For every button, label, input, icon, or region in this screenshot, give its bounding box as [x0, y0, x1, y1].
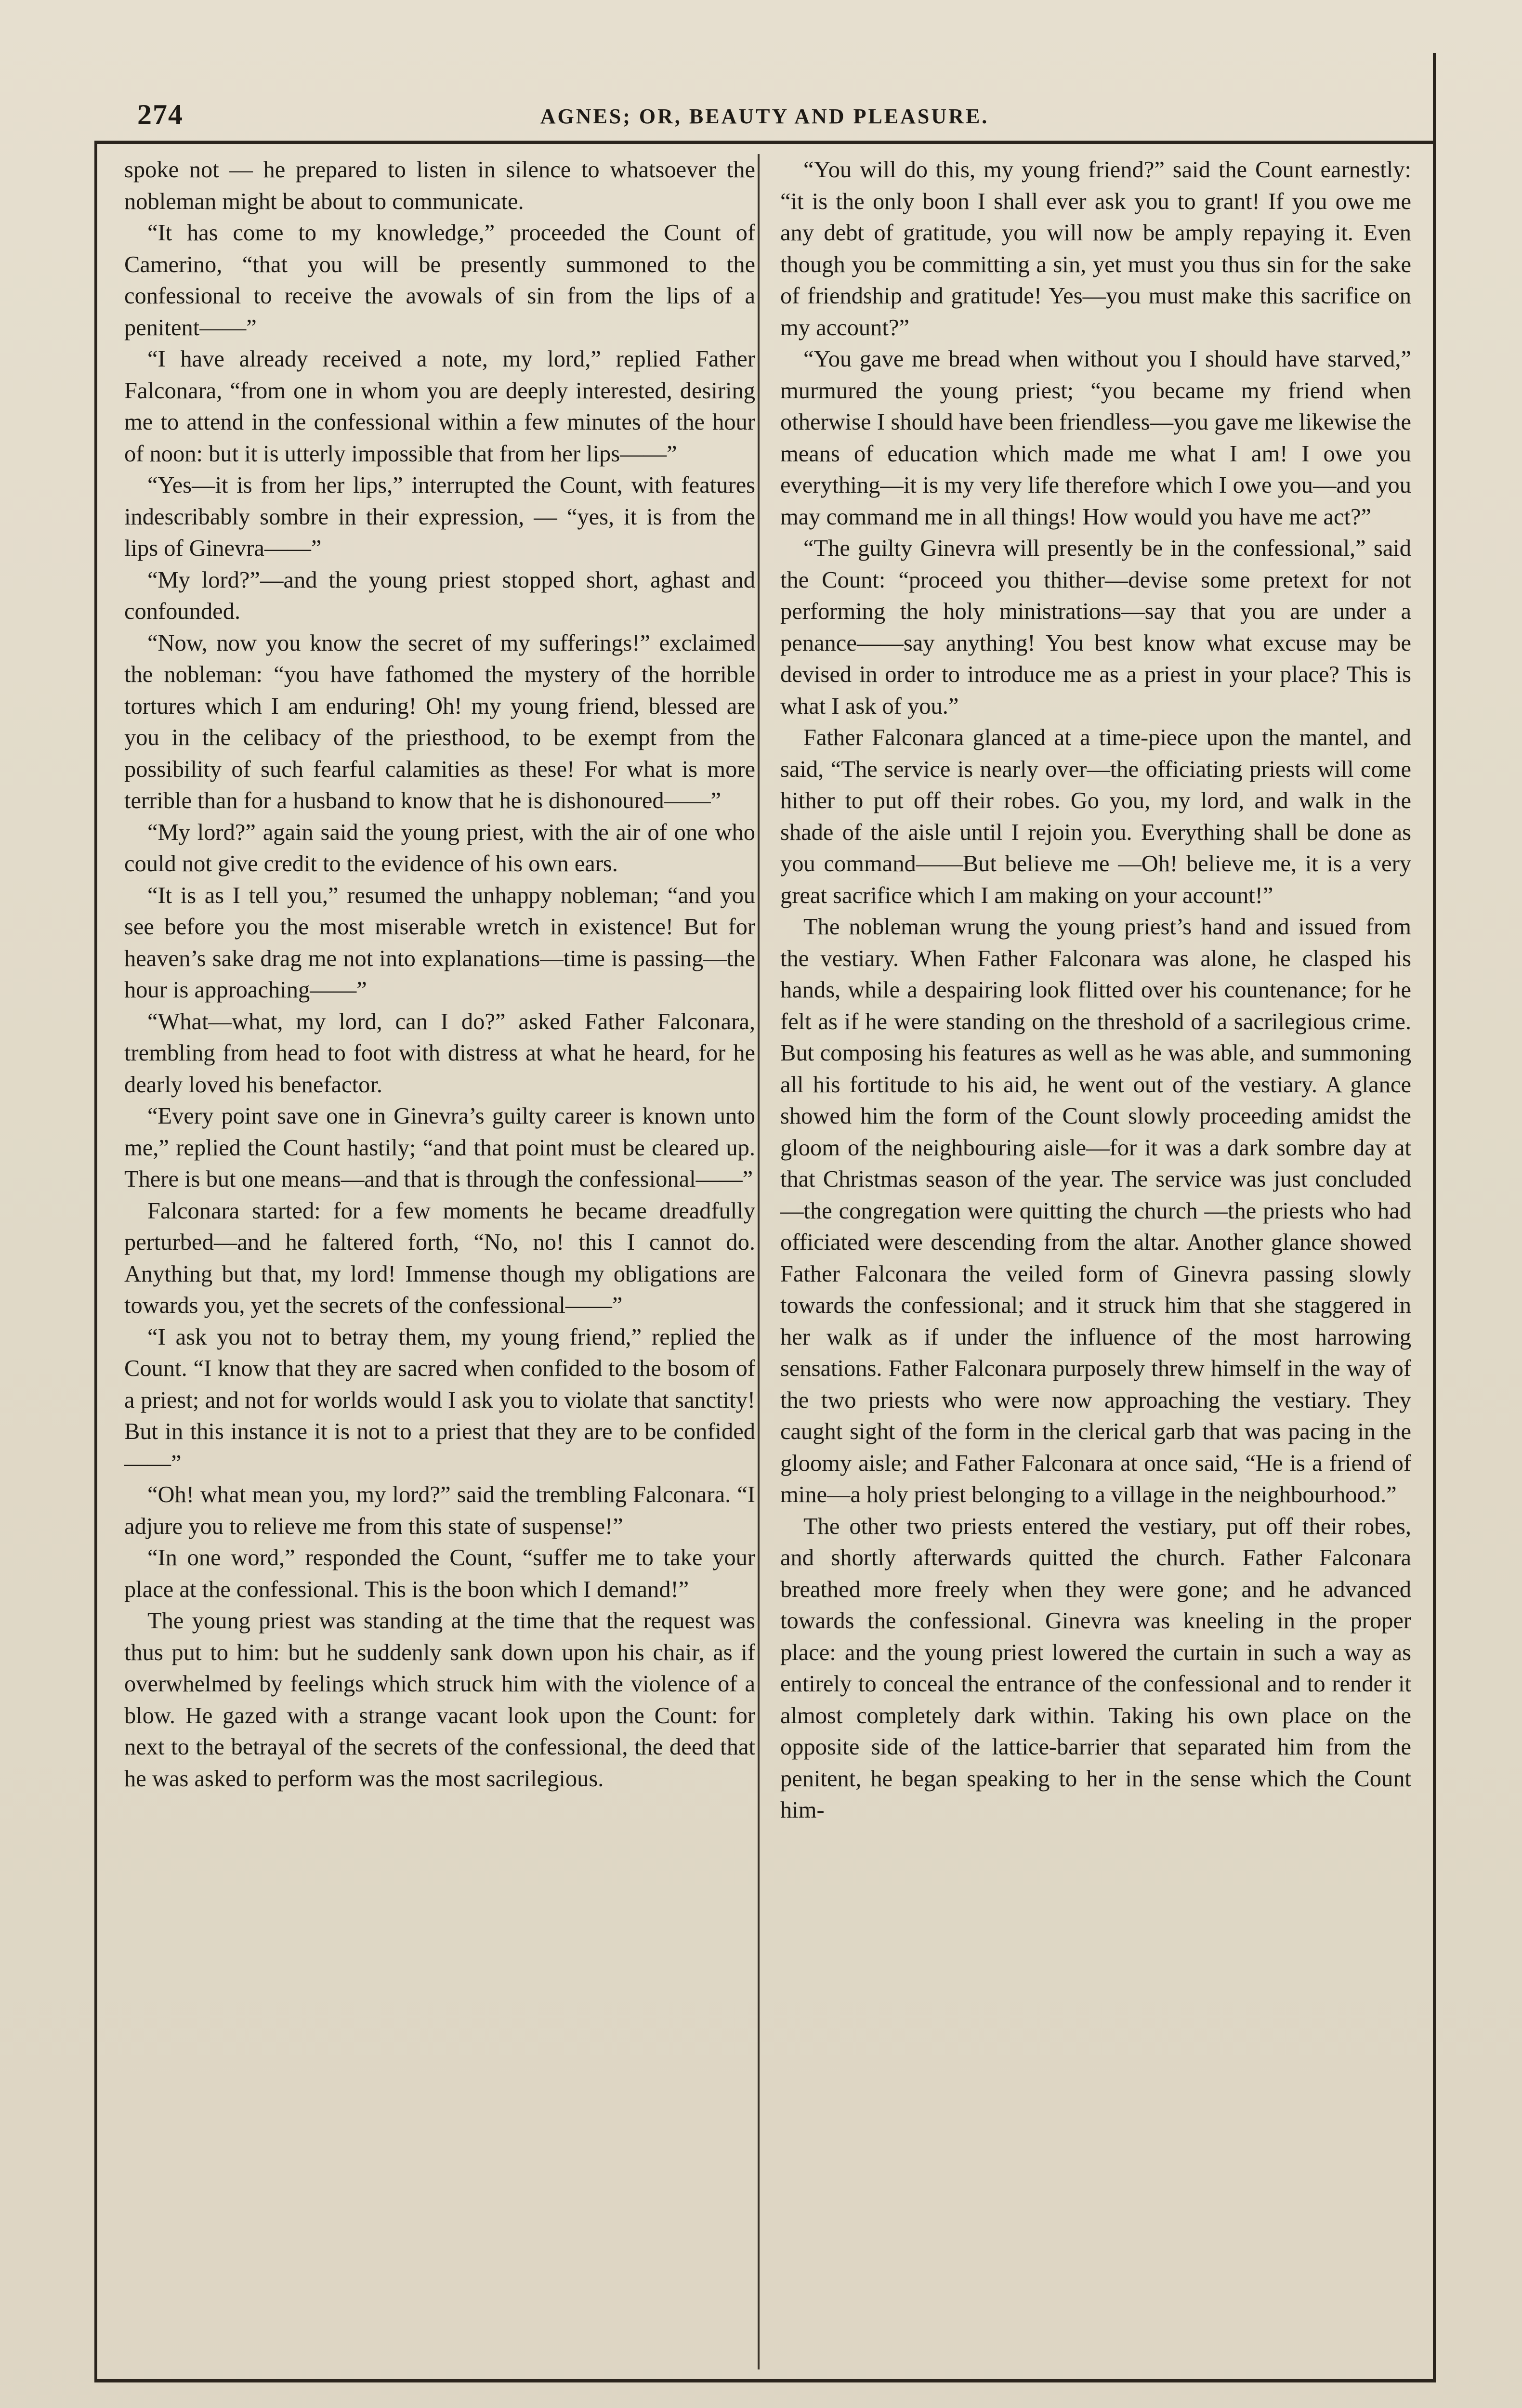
paragraph: “My lord?” again said the young priest, with the air of one who could not give credit to the evidence of his own ears.	[124, 819, 755, 877]
paragraph: Father Falconara glanced at a time-piece upon the mantel, and said, “The service is nearly over—the officiating priests will come hither to put off their robes. Go you, my lord, and walk in the shade of the aisle until I rejoin you. Everything shall be done as you command——But believe me —Oh! believe me, it is a very great sacrifice which I am making on your account!”	[780, 725, 1411, 908]
paragraph: The young priest was standing at the time that the request was thus put to him: but he suddenly sank down upon his chair, as if overwhelmed by feelings which struck him with the violence of a blow. He gazed with a strange vacant look upon the Count: for next to the betrayal of the secrets of the confessional, the deed that he was asked to perform was the most sacrilegious.	[124, 1608, 755, 1792]
paragraph: The nobleman wrung the young priest’s hand and issued from the vestiary. When Father Falconara was alone, he clasped his hands, while a despairing look flitted over his countenance; for he felt as if he were standing on the threshold of a sacrilegious crime. But composing his features as well as he was able, and summoning all his fortitude to his aid, he went out of the vestiary. A glance showed him the form of the Count slowly proceeding amidst the gloom of the neighbouring aisle—for it was a dark sombre day at that Christmas season of the year. The service was just concluded—the congregation were quitting the church —the priests who had officiated were descending from the altar. Another glance showed Father Falconara the veiled form of Ginevra passing slowly towards the confessional; and it struck him that she staggered in her walk as if under the influence of the most harrowing sensations. Father Falconara purposely threw himself in the way of the two priests who were now approaching the vestiary. They caught sight of the form in the clerical garb that was pacing in the gloomy aisle; and Father Falconara at once said, “He is a friend of mine—a holy priest belonging to a village in the neighbourhood.”	[780, 914, 1411, 1507]
paragraph: “You gave me bread when without you I should have starved,” murmured the young priest; “you became my friend when otherwise I should have been friendless—you gave me likewise the means of education which made me what I am! I owe you everything—it is my very life therefore which I owe you—and you may command me in all things! How would you have me act?”	[780, 346, 1411, 530]
bottom-rule	[96, 2379, 1435, 2382]
top-rule	[96, 141, 1435, 144]
left-border	[94, 141, 97, 2382]
paragraph: “My lord?”—and the young priest stopped short, aghast and confounded.	[124, 567, 755, 624]
left-column	[124, 154, 755, 2369]
paragraph: “Every point save one in Ginevra’s guilty career is known unto me,” replied the Count hastily; “and that point must be cleared up. There is but one means—and that is through the confessional——”	[124, 1103, 755, 1192]
paragraph: “It is as I tell you,” resumed the unhappy nobleman; “and you see before you the most miserable wretch in existence! But for heaven’s sake drag me not into explanations—time is passing—the hour is approaching——”	[124, 882, 755, 1003]
paragraph: Falconara started: for a few moments he became dreadfully perturbed—and he faltered forth, “No, no! this I cannot do. Anything but that, my lord! Immense though my obligations are towards you, yet the secrets of the confessional——”	[124, 1198, 755, 1318]
page-number: 274	[137, 99, 184, 131]
paragraph: “What—what, my lord, can I do?” asked Father Falconara, trembling from head to foot with distress at what he heard, for he dearly loved his benefactor.	[124, 1008, 755, 1098]
right-border	[1433, 53, 1436, 2382]
right-column	[780, 154, 1411, 2369]
paragraph: “The guilty Ginevra will presently be in the confessional,” said the Count: “proceed you thither—devise some pretext for not performing the holy ministrations—say that you are under a penance——say anything! You best know what excuse may be devised in order to introduce me as a priest in your place? This is what I ask of you.”	[780, 536, 1411, 719]
paragraph: spoke not — he prepared to listen in silence to whatsoever the nobleman might be about to communicate.	[124, 157, 755, 214]
running-title: AGNES; OR, BEAUTY AND PLEASURE.	[540, 105, 989, 128]
paragraph: “Yes—it is from her lips,” interrupted the Count, with features indescribably sombre in their expression, — “yes, it is from the lips of Ginevra——”	[124, 472, 755, 561]
paragraph: “Now, now you know the secret of my sufferings!” exclaimed the nobleman: “you have fathomed the mystery of the horrible tortures which I am enduring! Oh! my young friend, blessed are you in the celibacy of the priesthood, to be exempt from the possibility of such fearful calamities as these! For what is more terrible than for a husband to know that he is dishonoured——”	[124, 630, 755, 813]
paragraph: “Oh! what mean you, my lord?” said the trembling Falconara. “I adjure you to relieve me from this state of suspense!”	[124, 1482, 755, 1539]
column-divider	[758, 154, 760, 2369]
page-header	[96, 92, 1433, 140]
paragraph: The other two priests entered the vestiary, put off their robes, and shortly afterwards quitted the church. Father Falconara breathed more freely when they were gone; and he advanced towards the confessional. Ginevra was kneeling in the proper place: and the young priest lowered the curtain in such a way as entirely to conceal the entrance of the confessional and to render it almost completely dark within. Taking his own place on the opposite side of the lattice-barrier that separated him from the penitent, he began speaking to her in the sense which the Count him-	[780, 1513, 1411, 1823]
paragraph: “In one word,” responded the Count, “suffer me to take your place at the confessional. This is the boon which I demand!”	[124, 1545, 755, 1602]
paragraph: “I ask you not to betray them, my young friend,” replied the Count. “I know that they are sacred when confided to the bosom of a priest; and not for worlds would I ask you to violate that sanctity! But in this instance it is not to a priest that they are to be confided——”	[124, 1324, 755, 1476]
paragraph: “You will do this, my young friend?” said the Count earnestly: “it is the only boon I shall ever ask you to grant! If you owe me any debt of gratitude, you will now be amply repaying it. Even though you be committing a sin, yet must you thus sin for the sake of friendship and gratitude! Yes—you must make this sacrifice on my account?”	[780, 157, 1411, 340]
paragraph: “It has come to my knowledge,” proceeded the Count of Camerino, “that you will be presently summoned to the confessional to receive the avowals of sin from the lips of a penitent——”	[124, 220, 755, 340]
paragraph: “I have already received a note, my lord,” replied Father Falconara, “from one in whom you are deeply interested, desiring me to attend in the confessional within a few minutes of the hour of noon: but it is utterly impossible that from her lips——”	[124, 346, 755, 467]
